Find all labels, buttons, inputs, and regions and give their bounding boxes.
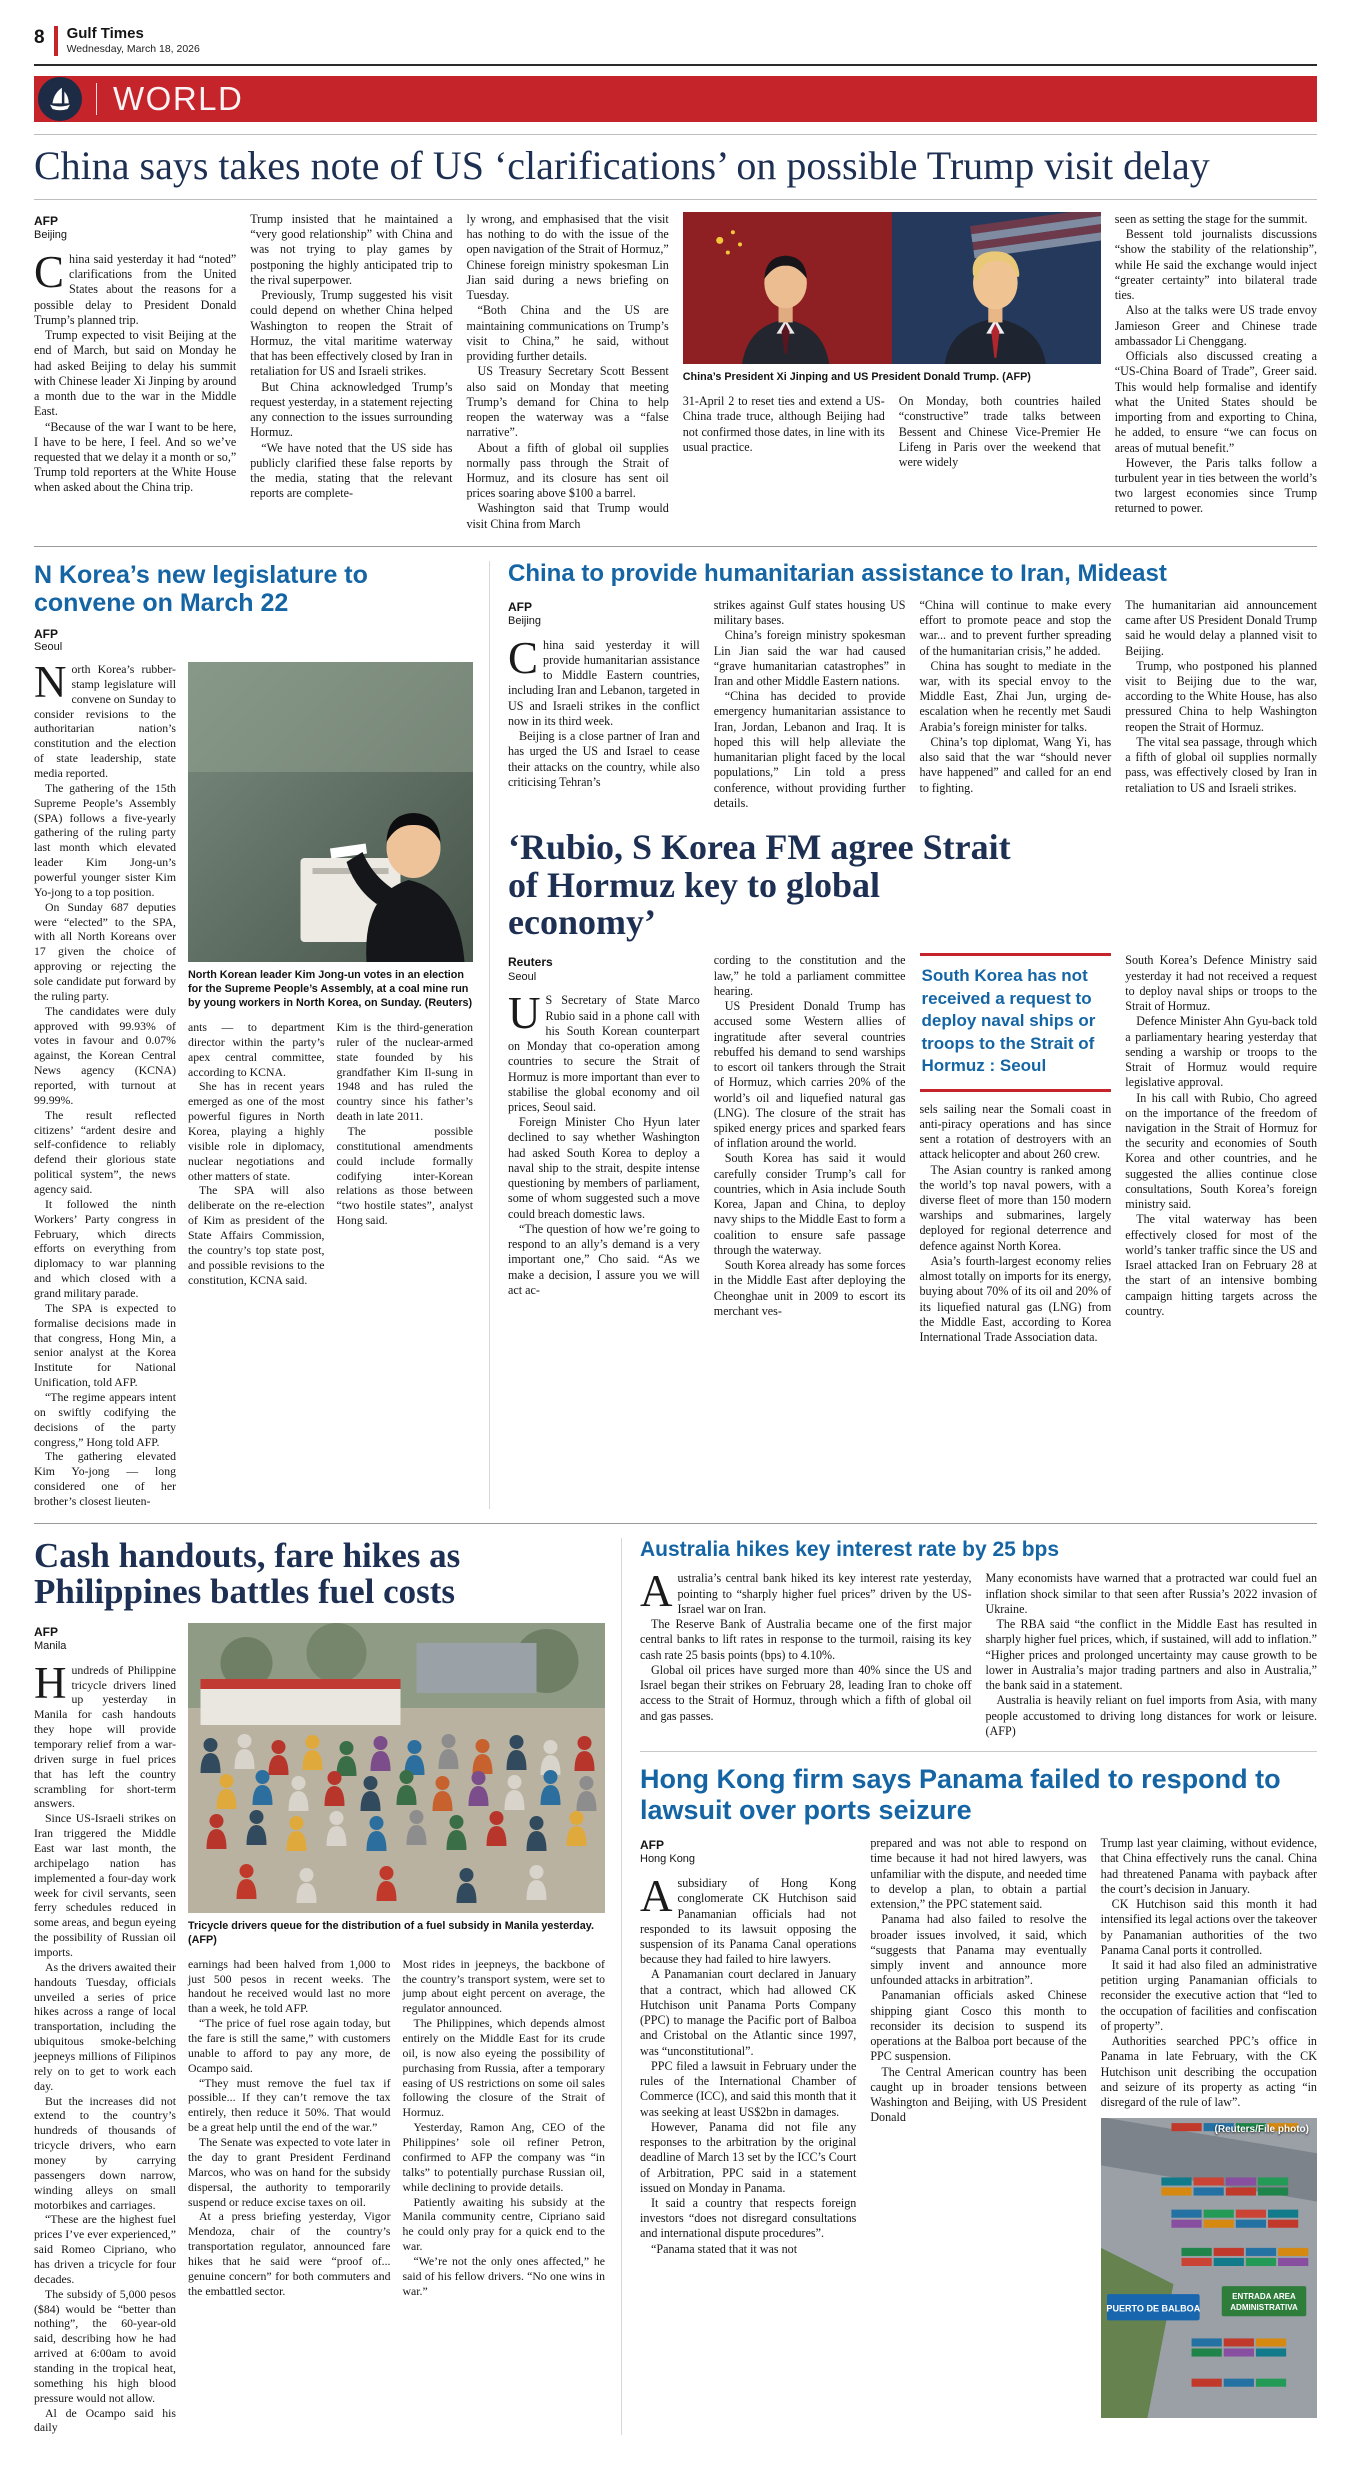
middle-band bbox=[34, 561, 1317, 1509]
paragraph: The candidates were duly approved with 99.93% of votes in favour and 0.07% against, the Korean Central News agency (KCNA) reported, with turnout at 99.99%. bbox=[34, 1003, 176, 1107]
paragraph: Beijing is a close partner of Iran and has urged the US and Israel to cease their attacks on the country, while also criticising Tehran’s bbox=[508, 729, 700, 789]
paragraph: Australia is heavily reliant on fuel imports from Asia, with many people accustomed to driving long distances for work or leisure. (AFP) bbox=[985, 1693, 1317, 1738]
paragraph: The SPA is expected to formalise decisions made in that congress, Hong Min, a senior analyst at the Korea Institute for National Unification, told AFP. bbox=[34, 1300, 176, 1390]
photo-kim-voting bbox=[188, 662, 473, 962]
paragraph: Defence Minister Ahn Gyu-back told a parliamentary hearing yesterday that sending a warship or troops to the Strait of Hormuz would require legislative approval. bbox=[1125, 1014, 1317, 1090]
byline bbox=[508, 600, 700, 629]
paragraph: China has sought to mediate in the war, with its special envoy to the Middle East, Zhai Jun, urging de-escalation when he recently met Saudi Arabia’s foreign minister for talks. bbox=[919, 658, 1112, 734]
philippines-headline: Cash handouts, fare hikes as Philippines battles fuel costs bbox=[34, 1535, 461, 1612]
main-headline: China says takes note of US ‘clarifications’ on possible Trump visit delay bbox=[34, 134, 1317, 200]
article-column bbox=[714, 953, 906, 1345]
column-text bbox=[403, 1957, 606, 2299]
paragraph: Many economists have warned that a protracted war could fuel an inflation shock similar to that seen after Russia’s 2022 invasion of Ukraine. bbox=[985, 1571, 1317, 1616]
australia-body bbox=[640, 1566, 1317, 1739]
nkorea-article-body bbox=[34, 656, 473, 1509]
byline-agency: Reuters bbox=[508, 955, 553, 970]
masthead-divider bbox=[96, 83, 97, 115]
byline-agency: AFP bbox=[34, 214, 58, 228]
paragraph: Also at the talks were US trade envoy Jamieson Greer and Chinese trade ambassador Li Chenggang. bbox=[1114, 303, 1317, 348]
article-column bbox=[899, 394, 1101, 470]
paragraph: The Philippines, which depends almost entirely on the Middle East for its crude oil, is now also eyeing the possibility of purchasing from Russia, after a temporary easing of US restrictions on some oil sales following the closure of the Strait of Hormuz. bbox=[402, 2016, 605, 2120]
paragraph: Asia’s fourth-largest economy relies almost totally on imports for its energy, buying about 70% of its oil and 20% of its liquefied natural gas (LNG) from the Middle East, according to Korea International Trade Association data. bbox=[919, 1253, 1112, 1345]
paragraph: The result reflected citizens’ “ardent desire and self-confidence to reliably defend their glorious state political system”, the news agency said. bbox=[34, 1107, 176, 1196]
main-photo-subcolumns bbox=[683, 394, 1101, 470]
column-text bbox=[250, 212, 452, 501]
paragraph: “The question of how we’re going to respond to an ally’s demand is a very important one,” Cho said. “As we make a decision, I assure you we will act ac- bbox=[508, 1221, 700, 1297]
article-column bbox=[714, 598, 906, 811]
byline-location: Beijing bbox=[34, 229, 68, 242]
paragraph: As the drivers awaited their handouts Tuesday, officials unveiled a series of price hikes across a range of local transportation, including the ubiquitous smoke-belching jeepneys millions of Filipinos rely on to get to work each day. bbox=[34, 1959, 176, 2093]
philippines-subcolumns bbox=[188, 1957, 605, 2299]
article-column bbox=[188, 1020, 325, 1287]
article-column bbox=[920, 598, 1112, 811]
paragraph: “Because of the war I want to be here, I have to be here, I feel. And so we’ve requested that we delay it a month or so,” Trump told reporters at the White House when asked about the China trip. bbox=[34, 419, 237, 495]
photo-balboa-port bbox=[1101, 2118, 1317, 2418]
gulf-times-logo bbox=[38, 77, 82, 121]
paragraph: Since US-Israeli strikes on Iran triggered the Middle East war last month, the archipelago nation has implemented a four-day work week for civil servants, seen ferry schedules reduced in some areas, and begun eyeing the possibility of Russian oil imports. bbox=[34, 1811, 176, 1959]
paragraph: A Panamanian court declared in January that a contract, which had allowed CK Hutchison unit Panama Ports Company (PPC) to manage the Pacific port of Balboa and Cristobal on the Atlantic since 1997, was “unconstitutional”. bbox=[640, 1967, 857, 2058]
article-column bbox=[403, 1957, 606, 2299]
story-divider bbox=[640, 1751, 1317, 1752]
paragraph: The RBA said “the conflict in the Middle East has resulted in sharply higher fuel prices, which, if sustained, will add to inflation.” “Higher prices and prolonged uncertainty may cause growth to be lower in Australia’s major trading partners and also in Australia,” the bank said in a statement. bbox=[985, 1617, 1317, 1693]
article-china-trump-visit bbox=[34, 134, 1317, 532]
australia-headline: Australia hikes key interest rate by 25 bps bbox=[640, 1537, 1060, 1561]
column-text bbox=[1125, 953, 1317, 1319]
photo-xi-trump bbox=[683, 212, 1101, 364]
philippines-body bbox=[34, 1623, 605, 2436]
article-column bbox=[188, 1957, 391, 2299]
rubio-headline: ‘Rubio, S Korea FM agree Strait of Hormuz key to global economy’ bbox=[508, 827, 1011, 942]
paragraph: It said a country that respects foreign investors “does not disregard consultations and international dispute procedures”. bbox=[640, 2195, 857, 2241]
article-hongkong-panama bbox=[640, 1764, 1317, 2418]
byline-location: Manila bbox=[34, 1639, 67, 1652]
paragraph: US Treasury Secretary Scott Bessent also said on Monday that meeting Trump’s demand for China to help reopen the waterway was a “false narrative”. bbox=[466, 364, 669, 440]
paragraph: The gathering of the 15th Supreme People’s Assembly (SPA) follows a five-yearly gathering of the ruling party last month which elevated leader Kim Jong-un’s powerful younger sister Kim Yo-jong to a top position. bbox=[34, 780, 176, 899]
paragraph: Foreign Minister Cho Hyun later declined to say whether Washington had asked South Korea to deploy a naval ship to the strait, despite intense questioning by members of parliament, some of whom suggested such a move could breach domestic laws. bbox=[508, 1115, 700, 1221]
column-text bbox=[986, 1571, 1318, 1739]
paragraph: Authorities searched PPC’s office in Panama in late February, with the CK Hutchison unit describing the occupation and seizure of its property as acting “in disregard of the rule of law”. bbox=[1100, 2034, 1317, 2110]
paragraph: “The regime appears intent on swiftly codifying the decisions of the party congress,” Hong told AFP. bbox=[34, 1390, 176, 1449]
article-column bbox=[870, 1836, 1086, 2418]
page-number: 8 bbox=[34, 27, 45, 48]
paragraph: About a fifth of global oil supplies normally pass through the Strait of Hormuz, and its closure has sent oil prices soaring above $100 a barrel. bbox=[466, 440, 669, 501]
paragraph: strikes against Gulf states housing US military bases. bbox=[713, 597, 906, 628]
photo-manila-crowd bbox=[188, 1623, 605, 1913]
article-column bbox=[640, 1566, 972, 1739]
byline bbox=[34, 214, 236, 243]
paragraph: Washington said that Trump would visit China from March bbox=[466, 501, 669, 531]
column-text bbox=[899, 394, 1101, 470]
article-column bbox=[1101, 1836, 1317, 2418]
column-text bbox=[714, 953, 906, 1319]
port-sign-green-line2: ADMINISTRATIVA bbox=[1229, 2303, 1298, 2313]
paragraph: China’s top diplomat, Wang Yi, has also said that the war “should never have happened” and called for an end to fighting. bbox=[919, 734, 1112, 795]
paper-name: Gulf Times bbox=[66, 25, 144, 42]
column-text bbox=[920, 1102, 1112, 1346]
paragraph: “China will continue to make every effort to promote peace and stop the war... and to prevent further spreading of the humanitarian crisis,” he added. bbox=[919, 597, 1112, 658]
paragraph: Panama had also failed to resolve the broader issues involved, it said, which “suggests that Panama may eventually simply invent and announce more unfounded attacks in arbitration”. bbox=[870, 1912, 1087, 1988]
article-column bbox=[986, 1571, 1318, 1739]
paragraph: The possible constitutional amendments could include formally codifying inter-Korean relations as those between “two hostile states”, analyst Hong said. bbox=[336, 1124, 473, 1228]
article-column bbox=[34, 656, 177, 1509]
section-title: WORLD bbox=[113, 80, 244, 117]
column-text bbox=[1101, 1836, 1317, 2110]
article-rubio-hormuz bbox=[508, 829, 1317, 1345]
port-sign-green-line1: ENTRADA AREA bbox=[1231, 2292, 1296, 2302]
paragraph: The Asian country is ranked among the world’s top naval powers, with a diverse fleet of more than 150 modern warships and submarines, largely deployed for regional deterrence and defence against North Korea. bbox=[919, 1162, 1112, 1253]
column-text bbox=[640, 1871, 857, 2257]
paragraph: The Senate was expected to vote later in the day to grant President Ferdinand Marcos, who was on hand for the subsidy dispersal, the authority to temporarily suspend or reduce excise taxes on oil. bbox=[188, 2135, 391, 2209]
paragraph: Global oil prices have surged more than 40% since the US and Israel began their strikes on February 28, leading Iran to choke off access to the Strait of Hormuz, through which a fifth of global oil and gas passes. bbox=[640, 1662, 972, 1723]
paragraph: earnings had been halved from 1,000 to just 500 pesos in recent weeks. The handout he received would last no more than a week, he told AFP. bbox=[188, 1956, 391, 2016]
article-column bbox=[1125, 953, 1317, 1345]
paragraph: Panamanian officials asked Chinese shipping giant Cosco this month to reconsider its decision to suspend its operations at the Balboa port because of the PPC suspension. bbox=[870, 1988, 1087, 2064]
paragraph: PPC filed a lawsuit in February under the rules of the International Chamber of Commerce (ICC), and said this month that it was seeking at least US$2bn in damages. bbox=[640, 2058, 857, 2119]
column-text bbox=[34, 1657, 176, 2436]
article-column bbox=[467, 212, 669, 532]
paragraph: The Reserve Bank of Australia became one of the first major central banks to lift rates in response to the turmoil, raising its key cash rate 25 basis points (bps) to 4.10%. bbox=[640, 1617, 972, 1662]
byline-agency: AFP bbox=[34, 626, 58, 641]
paragraph: It said it had also filed an administrative petition urging Panamanian officials to reconsider the executive action that “led to the occupation of facilities and confiscation of property”. bbox=[1100, 1957, 1317, 2033]
paragraph: Asubsidiary of Hong Kong conglomerate CK Hutchison said Panamanian officials had not responded to its lawsuit opposing the suspension of its Panama Canal operations because they had failed to hire lawyers. bbox=[640, 1871, 857, 1967]
photo-caption: China’s President Xi Jinping and US President Donald Trump. (AFP) bbox=[682, 371, 1031, 383]
paragraph: South Korea’s Defence Ministry said yesterday it had not received a request to deploy naval ships or troops to the Strait of Hormuz. bbox=[1125, 953, 1317, 1014]
paragraph: The subsidy of 5,000 pesos ($84) would be “better than nothing”, the 60-year-old said, describing how he had arrived at 6:00am to avoid standing in the tropical heat, something his high blood pressure would not allow. bbox=[34, 2286, 176, 2405]
column-text bbox=[467, 212, 669, 532]
article-column bbox=[1125, 598, 1317, 811]
article-china-humanitarian-aid bbox=[508, 561, 1317, 811]
article-column bbox=[508, 598, 700, 811]
paragraph: Trump insisted that he maintained a “very good relationship” with China and was not trying to play games by postponing the highly anticipated trip to the rival superpower. bbox=[250, 212, 453, 287]
paragraph: ly wrong, and emphasised that the visit has nothing to do with the issue of the open navigation of the Strait of Hormuz,” Chinese foreign ministry spokesman Lin Jian said during a news briefing on Tuesday. bbox=[466, 212, 669, 303]
photo-caption: Tricycle drivers queue for the distribution of a fuel subsidy in Manila yesterday. (AFP) bbox=[188, 1919, 594, 1946]
paragraph: Previously, Trump suggested his visit could depend on whether China helped Washington to reopen the Strait of Hormuz, the vital maritime waterway that has been effectively closed by Iran in retaliation for US and Israeli strikes. bbox=[250, 288, 453, 379]
paragraph: prepared and was not able to respond on time because it had not hired lawyers, was unfamiliar with the dispute, and needed time to develop a plan, to obtain a partial extension,” the PPC statement said. bbox=[870, 1836, 1087, 1912]
main-article-body bbox=[34, 212, 1317, 532]
paragraph: At a press briefing yesterday, Vigor Mendoza, chair of the country’s transportation regulator, announced fare hikes that he said were “proof of... genuine concern” for both commuters and the embattled sector. bbox=[188, 2209, 391, 2298]
byline-location: Beijing bbox=[508, 614, 542, 627]
paragraph: “Both China and the US are maintaining communications on Trump’s visit to China,” he said, without providing further details. bbox=[466, 303, 669, 364]
column-text bbox=[508, 988, 700, 1298]
paragraph: 31-April 2 to reset ties and extend a US-China trade truce, although Beijing had not confirmed those dates, in line with its usual practice. bbox=[682, 394, 885, 454]
hongkong-headline: Hong Kong firm says Panama failed to respond to lawsuit over ports seizure bbox=[640, 1764, 1281, 1826]
nkorea-photo-block bbox=[188, 662, 473, 1509]
paragraph: She has in recent years emerged as one of the most powerful figures in North Korea, playing a highly visible role in diplomacy, nuclear negotiations and other matters of state. bbox=[188, 1079, 325, 1183]
paragraph: Trump last year claiming, without evidence, that China effectively runs the canal. China had threatened Panama with payback after the court’s decision in January. bbox=[1100, 1836, 1317, 1896]
paragraph: ants — to department director within the party’s apex central committee, according to KCNA. bbox=[188, 1020, 325, 1079]
brand-divider bbox=[54, 26, 58, 56]
paragraph: Kim is the third-generation ruler of the nuclear-armed state founded by his grandfather Kim Il-sung in 1948 and has ruled the country since his father’s death in late 2011. bbox=[336, 1020, 473, 1124]
paragraph: On Sunday 687 deputies were “elected” to the SPA, with all North Koreans over 17 given the choice of approving or rejecting the sole candidate put forward by the ruling party. bbox=[34, 899, 176, 1003]
article-column bbox=[34, 212, 236, 532]
page-header bbox=[34, 22, 1317, 66]
paragraph: Trump, who postponed his planned visit to Beijing due to the war, according to the White House, has also pressured China to help Washington reopen the Strait of Hormuz. bbox=[1125, 658, 1317, 734]
paragraph: CK Hutchison said this month it had intensified its legal actions over the takeover by Panamanian authorities of the two Panama Canal ports it controlled. bbox=[1100, 1897, 1317, 1957]
column-text bbox=[34, 246, 237, 496]
paragraph: “They must remove the fuel tax if possible... If they can’t remove the tax entirely, then reduce it 50%. That would be a great help until the end of the war.” bbox=[188, 2075, 391, 2135]
article-column bbox=[250, 212, 452, 532]
section-banner bbox=[34, 76, 1317, 122]
column-text bbox=[337, 1020, 474, 1228]
paragraph: Australia’s central bank hiked its key interest rate yesterday, pointing to “sharply higher fuel prices” driven by the US-Israel war on Iran. bbox=[640, 1566, 972, 1617]
paragraph: In his call with Rubio, Cho agreed on the importance of the freedom of navigation in the Strait of Hormuz for the security and economies of South Korea and other countries, and he suggested the allies continue close consultations, South Korea’s foreign ministry said. bbox=[1125, 1090, 1317, 1212]
section-divider bbox=[34, 1523, 1317, 1524]
paragraph: China’s foreign ministry spokesman Lin Jian said the war had caused “grave humanitarian catastrophes” in Iran and other Middle Eastern nations. bbox=[713, 628, 906, 688]
china-aid-body bbox=[508, 598, 1317, 811]
paragraph: On Monday, both countries hailed “constructive” trade talks between Bessent and Chinese Vice-Premier He Lifeng in Paris over the weekend that were widely bbox=[898, 394, 1101, 469]
paragraph: The vital waterway has been effectively closed for most of the world’s tanker traffic since the US and Israel attacked Iran on February 28 at the start of an intensive bombing campaign hitting targets across the country. bbox=[1125, 1212, 1317, 1318]
section-divider bbox=[34, 546, 1317, 547]
paragraph: The vital sea passage, through which a fifth of global oil supplies normally pass, was effectively closed by Iran in retaliation to US and Israeli strikes. bbox=[1125, 734, 1317, 795]
paragraph: North Korea’s rubber-stamp legislature will convene on Sunday to consider revisions to the authoritarian nation’s constitution and the election of state leadership, state media reported. bbox=[34, 656, 177, 780]
column-text bbox=[508, 632, 700, 790]
nkorea-subcolumns bbox=[188, 1020, 473, 1287]
article-column bbox=[1115, 212, 1317, 532]
article-nkorea-legislature bbox=[34, 561, 490, 1509]
article-column bbox=[640, 1836, 856, 2418]
paragraph: South Korea already has some forces in the Middle East after deploying the Cheonghae unit in 2009 to escort its merchant ves- bbox=[713, 1258, 906, 1318]
middle-right-region bbox=[508, 561, 1317, 1509]
paragraph: cording to the constitution and the law,” he told a parliament committee hearing. bbox=[713, 953, 906, 998]
paragraph: The humanitarian aid announcement came after US President Donald Trump said he would delay a planned visit to Beijing. bbox=[1125, 597, 1317, 658]
bottom-band bbox=[34, 1535, 1317, 2435]
column-text bbox=[870, 1836, 1086, 2125]
article-column bbox=[34, 1623, 176, 2436]
paragraph: Trump expected to visit Beijing at the end of March, but said on Monday he had asked Beijing to delay his summit with Chinese leader Xi Jinping by around a month due to the war in the Middle East. bbox=[34, 328, 237, 419]
bottom-right-region bbox=[640, 1538, 1317, 2435]
nkorea-headline: N Korea’s new legislature to convene on March 22 bbox=[34, 560, 368, 617]
paragraph: Yesterday, Ramon Ang, CEO of the Philippines’ sole oil refiner Petron, confirmed to AFP the company was “in talks” to potentially purchase Russian oil, while declining to provide details. bbox=[402, 2120, 605, 2194]
article-column bbox=[337, 1020, 474, 1287]
article-column bbox=[508, 953, 700, 1345]
paragraph: Most rides in jeepneys, the backbone of the country’s transport system, were set to jump about eight percent on average, the regulator announced. bbox=[402, 1956, 605, 2016]
column-text bbox=[683, 394, 885, 455]
hongkong-body bbox=[640, 1836, 1317, 2418]
paragraph: “The price of fuel rose again today, but the fare is still the same,” with customers unable to afford to pay any more, de Ocampo said. bbox=[188, 2016, 391, 2075]
paragraph: China said yesterday it had “noted” clarifications from the United States about the reasons for a possible delay to President Donald Trump’s planned trip. bbox=[34, 246, 237, 327]
paragraph: Hundreds of Philippine tricycle drivers lined up yesterday in Manila for cash handouts they hope will provide temporary relief from a war-driven surge in fuel prices that has left the country scrambling for short-term answers. bbox=[34, 1657, 176, 1811]
paragraph: sels sailing near the Somali coast in anti-piracy operations and has since sent a rotation of destroyers with an attack helicopter and about 260 crew. bbox=[919, 1101, 1112, 1162]
byline-location: Seoul bbox=[34, 640, 63, 653]
paragraph: “We have noted that the US side has publicly clarified these false reports by the media, stating that the relevant reports are complete- bbox=[250, 440, 453, 501]
article-column bbox=[920, 953, 1112, 1345]
paragraph: The Central American country has been caught up in broader tensions between Washington and Beijing, with US President Donald bbox=[870, 2064, 1087, 2125]
china-aid-headline: China to provide humanitarian assistance to Iran, Mideast bbox=[508, 559, 1167, 587]
byline-agency: AFP bbox=[640, 1838, 664, 1853]
paragraph: US Secretary of State Marco Rubio said in a phone call with his South Korean counterpart on Monday that co-operation among countries to secure the Strait of Hormuz is more important than ever to stabilise the global economy and oil prices, Seoul said. bbox=[508, 988, 700, 1114]
byline bbox=[34, 1625, 176, 1654]
paragraph: “Panama stated that it was not bbox=[651, 2241, 798, 2256]
paragraph: The gathering elevated Kim Yo-jong — long considered one of her brother’s closest lieuten- bbox=[34, 1449, 176, 1509]
byline-location: Hong Kong bbox=[640, 1853, 696, 1866]
byline bbox=[640, 1838, 856, 1867]
byline-agency: AFP bbox=[508, 599, 532, 614]
paragraph: seen as setting the stage for the summit. bbox=[1114, 212, 1308, 226]
main-photo-block bbox=[683, 212, 1101, 532]
paragraph: The SPA will also deliberate on the re-election of Kim as president of the State Affairs Commission, the country’s top state post, and possible revisions to the constitution, KCNA said. bbox=[188, 1183, 325, 1287]
dhow-ship-icon bbox=[45, 84, 75, 114]
paragraph: “These are the highest fuel prices I’ve ever experienced,” said Romeo Cipriano, who has driven a tricycle for four decades. bbox=[34, 2212, 176, 2286]
paragraph: South Korea has said it would carefully consider Trump’s call for countries, which in Asia include South Korea, Japan and China, to deploy navy ships to the Middle East to form a coalition to ensure safe passage through the waterway. bbox=[713, 1151, 906, 1257]
paragraph: China said yesterday it will provide humanitarian assistance to Middle Eastern countries, including Iran and Lebanon, targeted in US and Israeli strikes in the conflict now in its third week. bbox=[508, 632, 700, 728]
photo-caption: North Korean leader Kim Jong-un votes in an election for the Supreme People’s Assembly, at a coal mine run by young workers in North Korea, on Sunday. (Reuters) bbox=[188, 968, 473, 1009]
paper-brand bbox=[67, 26, 200, 55]
paragraph: “China has decided to provide emergency humanitarian assistance to Iran, Jordan, Lebanon and Iraq. It is hoped this will help alleviate the humanitarian plight faced by the local populations,” Lin told a press conference, without providing further details. bbox=[713, 689, 906, 810]
paragraph: Al de Ocampo said his daily bbox=[34, 2405, 176, 2435]
paragraph: But China acknowledged Trump’s request yesterday, in a statement rejecting any connection to the issues surrounding Hormuz. bbox=[250, 379, 453, 440]
column-text bbox=[188, 1020, 325, 1287]
pull-quote: South Korea has not received a request to deploy naval ships or troops to the Strait of Hormuz : Seoul bbox=[920, 953, 1112, 1091]
column-text bbox=[640, 1566, 972, 1723]
paragraph: It followed the ninth Workers’ Party congress in February, which directs efforts on everything from diplomacy to war planning and which closed with a grand military parade. bbox=[34, 1196, 176, 1301]
byline bbox=[508, 955, 700, 984]
article-philippines-fuel bbox=[34, 1535, 622, 2435]
port-sign-blue: PUERTO DE BALBOA bbox=[1106, 2303, 1200, 2314]
paragraph: However, Panama did not file any responses to the arbitration by the original deadline of March 13 set by the ICC’s Court of Arbitration, PPC said in a statement issued on Monday in Panama. bbox=[640, 2119, 857, 2195]
column-text bbox=[1125, 598, 1317, 796]
column-text bbox=[1115, 212, 1317, 517]
philippines-photo-block bbox=[188, 1623, 605, 2436]
column-text bbox=[714, 598, 906, 811]
byline-agency: AFP bbox=[34, 1624, 58, 1639]
rubio-body bbox=[508, 953, 1317, 1345]
byline-location: Seoul bbox=[508, 970, 537, 983]
paragraph: US President Donald Trump has accused some Western allies of ingratitude after several countries rebuffed his demand to send warships to escort oil tankers through the Strait of Hormuz, which carries 20% of the world’s oil and liquefied natural gas (LNG). The closure of the strait has spiked energy prices and sparked fears of inflation around the world. bbox=[713, 999, 906, 1151]
article-column bbox=[683, 394, 885, 470]
paper-date: Wednesday, March 18, 2026 bbox=[66, 42, 200, 55]
paragraph: “We’re not the only ones affected,” he said of his fellow drivers. “No one wins in war.” bbox=[402, 2253, 605, 2298]
paragraph: However, the Paris talks follow a turbulent year in ties between the world’s two largest economies since Trump returned to power. bbox=[1114, 455, 1317, 516]
paragraph: Patiently awaiting his subsidy at the Manila community centre, Cipriano said he could only pray for a quick end to the war. bbox=[402, 2194, 605, 2254]
column-text bbox=[188, 1957, 391, 2299]
column-text bbox=[920, 598, 1112, 796]
paragraph: Bessent told journalists discussions “show the stability of the relationship”, while He said the exchange would inject “greater certainty” into bilateral trade ties. bbox=[1114, 227, 1317, 303]
photo-credit: (Reuters/File photo) bbox=[1214, 2124, 1309, 2136]
column-text bbox=[34, 656, 177, 1509]
article-australia-rates bbox=[640, 1538, 1317, 1739]
paragraph: Officials also discussed creating a “US-China Board of Trade”, Greer said. This would help formalise and identify what the United States should be importing from and exporting to China, he added, to ensure “we can focus on areas of mutual benefit.” bbox=[1114, 349, 1317, 455]
byline bbox=[34, 627, 473, 653]
paragraph: But the increases did not extend to the country’s hundreds of thousands of tricycle drivers, who earn money by carrying passengers down narrow, winding alleys on small motorbikes and carriages. bbox=[34, 2093, 176, 2212]
